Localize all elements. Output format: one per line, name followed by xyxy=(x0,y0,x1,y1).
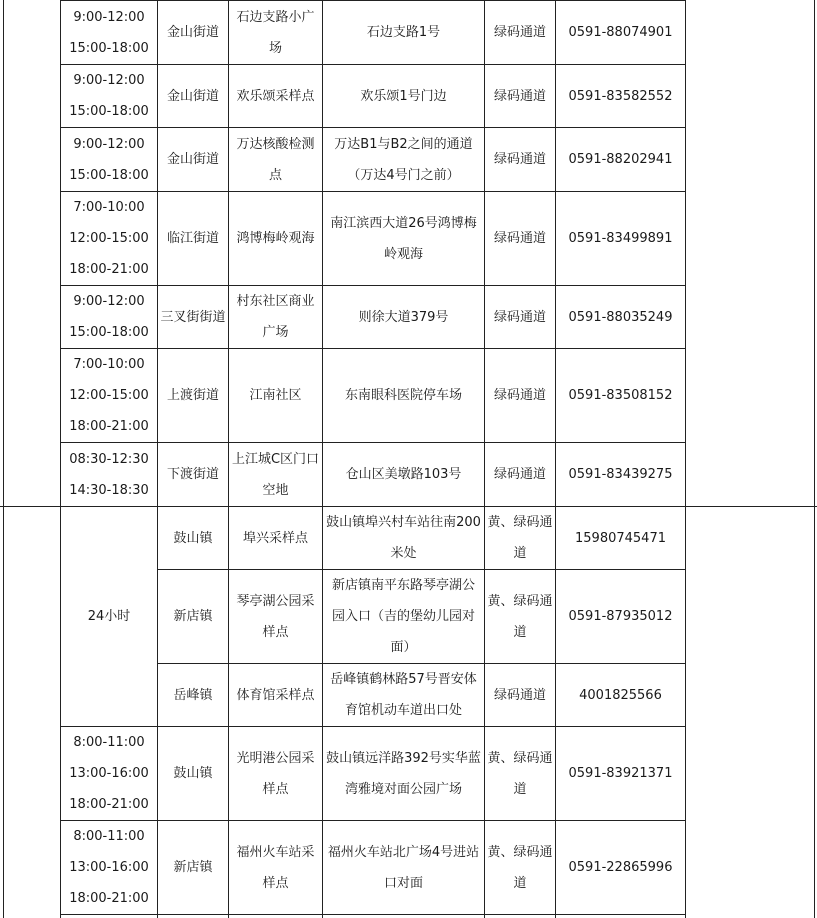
table-cell-time: 7:00-10:00 12:00-15:00 18:00-21:00 xyxy=(69,200,149,277)
table-cell-street: 金山街道 xyxy=(166,152,219,167)
table-cell-site: 村东社区商业 广场 xyxy=(236,294,315,340)
table-cell-address: 则徐大道379号 xyxy=(358,309,449,325)
table-cell-channel: 黄、绿码通 道 xyxy=(487,515,553,561)
table-cell-street: 金山街道 xyxy=(166,25,219,40)
table-cell-phone: 0591-87935012 xyxy=(568,609,673,624)
table-cell-time: 7:00-10:00 12:00-15:00 18:00-21:00 xyxy=(69,357,149,434)
table-cell-channel: 绿码通道 xyxy=(493,309,546,325)
table-cell-site: 琴亭湖公园采 样点 xyxy=(236,593,315,640)
table-cell-site: 上江城C区门口 空地 xyxy=(231,451,320,498)
table-cell-street: 下渡街道 xyxy=(166,467,219,482)
table-cell-channel: 绿码通道 xyxy=(493,467,546,482)
table-cell-street: 临江街道 xyxy=(166,231,219,246)
table-cell-channel: 绿码通道 xyxy=(493,152,546,167)
table-cell-address: 福州火车站北广场4号进站 口对面 xyxy=(327,844,480,891)
table-cell-time: 9:00-12:00 15:00-18:00 xyxy=(69,294,149,340)
table-cell-phone: 15980745471 xyxy=(575,530,666,546)
table-cell-site: 欢乐颂采样点 xyxy=(236,88,315,104)
table-cell-street: 上渡街道 xyxy=(166,388,219,403)
table-cell-time-merged: 24小时 xyxy=(87,609,131,624)
table-cell-time: 08:30-12:30 14:30-18:30 xyxy=(69,451,149,498)
table-cell-address: 新店镇南平东路琴亭湖公 园入口（吉的堡幼儿园对 面） xyxy=(331,578,475,655)
table-cell-channel: 黄、绿码通 道 xyxy=(487,750,553,797)
table-cell-channel: 绿码通道 xyxy=(493,25,546,40)
table-cell-site: 万达核酸检测 点 xyxy=(236,136,315,183)
table-cell-address: 南江滨西大道26号鸿博梅 岭观海 xyxy=(330,215,477,262)
table-cell-street: 新店镇 xyxy=(173,609,213,624)
table-cell-street: 鼓山镇 xyxy=(173,530,213,546)
table-cell-phone: 0591-88074901 xyxy=(568,25,673,40)
table-cell-address: 东南眼科医院停车场 xyxy=(344,388,462,403)
outer-right-line xyxy=(814,0,815,918)
table-cell-street: 鼓山镇 xyxy=(173,766,213,781)
table-cell-site: 体育馆采样点 xyxy=(236,687,315,703)
row-line xyxy=(60,914,685,915)
col-line xyxy=(685,0,686,918)
table-cell-time: 9:00-12:00 15:00-18:00 xyxy=(69,9,149,56)
table-cell-time: 9:00-12:00 15:00-18:00 xyxy=(69,73,149,119)
table-cell-address: 万达B1与B2之间的通道 （万达4号门之前） xyxy=(334,136,473,183)
table-cell-phone: 0591-83439275 xyxy=(568,467,673,482)
table-cell-address: 欢乐颂1号门边 xyxy=(360,88,447,104)
table-cell-street: 三叉街街道 xyxy=(160,309,226,325)
table-cell-site: 鸿博梅岭观海 xyxy=(236,231,315,246)
table-cell-address: 仓山区美墩路103号 xyxy=(345,467,462,482)
table-cell-channel: 绿码通道 xyxy=(493,231,546,246)
table-cell-site: 石边支路小广 场 xyxy=(236,9,315,56)
table-cell-channel: 绿码通道 xyxy=(493,88,546,104)
table-cell-phone: 0591-22865996 xyxy=(568,860,673,875)
table-cell-site: 江南社区 xyxy=(249,388,302,403)
table-cell-street: 金山街道 xyxy=(166,88,219,104)
table-cell-phone: 0591-88035249 xyxy=(568,309,673,325)
table-cell-site: 埠兴采样点 xyxy=(242,530,308,546)
table-cell-phone: 0591-83508152 xyxy=(568,388,673,403)
table-cell-phone: 0591-83499891 xyxy=(568,231,673,246)
table-cell-site: 光明港公园采 样点 xyxy=(236,750,315,797)
table-cell-phone: 0591-83582552 xyxy=(568,88,673,104)
table-cell-channel: 绿码通道 xyxy=(493,388,546,403)
table-cell-channel: 绿码通道 xyxy=(493,687,546,703)
table-cell-channel: 黄、绿码通 道 xyxy=(487,844,553,891)
table-cell-time: 8:00-11:00 13:00-16:00 18:00-21:00 xyxy=(69,829,149,906)
table-cell-address: 鼓山镇埠兴村车站往南200 米处 xyxy=(326,515,481,561)
table-cell-phone: 4001825566 xyxy=(579,687,662,703)
table-cell-street: 岳峰镇 xyxy=(173,687,213,703)
table-cell-address: 石边支路1号 xyxy=(366,25,441,40)
table-cell-phone: 0591-83921371 xyxy=(568,766,673,781)
table-cell-street: 新店镇 xyxy=(173,860,213,875)
table-cell-site: 福州火车站采 样点 xyxy=(236,844,315,891)
table-cell-channel: 黄、绿码通 道 xyxy=(487,593,553,640)
table-cell-address: 岳峰镇鹤林路57号晋安体 育馆机动车道出口处 xyxy=(330,672,477,718)
outer-left-line xyxy=(3,0,4,918)
table-cell-address: 鼓山镇远洋路392号实华蓝 湾雅境对面公园广场 xyxy=(326,750,481,797)
table-cell-time: 9:00-12:00 15:00-18:00 xyxy=(69,136,149,183)
table-cell-phone: 0591-88202941 xyxy=(568,152,673,167)
table-cell-time: 8:00-11:00 13:00-16:00 18:00-21:00 xyxy=(69,735,149,812)
